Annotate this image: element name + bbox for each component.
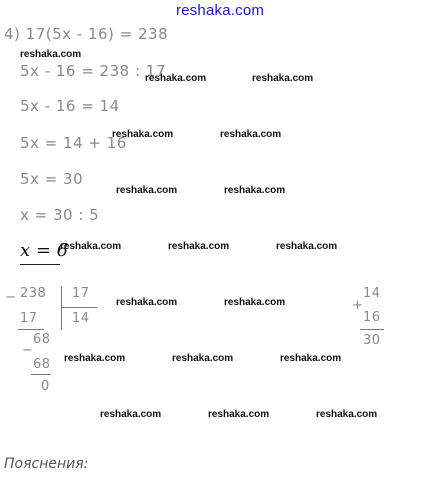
division-remainder: 0 — [41, 379, 50, 394]
watermark: reshaka.com — [224, 185, 286, 196]
division-product-2: 68 — [33, 357, 51, 372]
watermark: reshaka.com — [280, 353, 342, 364]
answer: x = 6 — [20, 240, 69, 261]
watermark: reshaka.com — [64, 353, 126, 364]
watermark: reshaka.com — [116, 297, 178, 308]
division-line-2 — [31, 374, 51, 375]
solution-step-1: 5x - 16 = 238 : 17 — [20, 62, 166, 80]
watermark: reshaka.com — [276, 241, 338, 252]
watermark: reshaka.com — [116, 185, 178, 196]
division-product-1: 17 — [20, 311, 38, 326]
watermark: reshaka.com — [20, 49, 82, 60]
site-title[interactable]: reshaka.com — [176, 2, 265, 19]
watermark: reshaka.com — [100, 409, 162, 420]
watermark: reshaka.com — [208, 409, 270, 420]
watermark: reshaka.com — [112, 129, 174, 140]
solution-step-2: 5x - 16 = 14 — [20, 97, 120, 115]
division-bracket — [61, 286, 62, 330]
division-line-1 — [18, 329, 44, 330]
addition-line — [360, 329, 384, 330]
division-remainder-1: 68 — [33, 332, 51, 347]
division-dividend: 238 — [20, 286, 47, 301]
plus-sign: + — [352, 298, 364, 313]
watermark: reshaka.com — [316, 409, 378, 420]
watermark: reshaka.com — [224, 297, 286, 308]
watermark: reshaka.com — [168, 241, 230, 252]
problem-header: 4) 17(5x - 16) = 238 — [4, 25, 169, 43]
watermark: reshaka.com — [252, 73, 314, 84]
solution-step-4: 5x = 30 — [20, 170, 84, 188]
addition-term-2: 16 — [363, 310, 381, 325]
explanation-label: Пояснения: — [4, 456, 89, 472]
watermark: reshaka.com — [60, 241, 122, 252]
minus-sign: − — [5, 290, 17, 305]
division-divisor: 17 — [72, 286, 90, 301]
watermark: reshaka.com — [172, 353, 234, 364]
watermark: reshaka.com — [145, 73, 207, 84]
minus-sign: − — [22, 343, 34, 358]
addition-sum: 30 — [363, 333, 381, 348]
solution-step-5: x = 30 : 5 — [20, 206, 100, 224]
answer-underline — [20, 264, 60, 265]
addition-term-1: 14 — [363, 286, 381, 301]
division-divisor-line — [61, 307, 97, 308]
solution-step-3: 5x = 14 + 16 — [20, 134, 127, 152]
watermark: reshaka.com — [220, 129, 282, 140]
division-quotient: 14 — [72, 311, 90, 326]
